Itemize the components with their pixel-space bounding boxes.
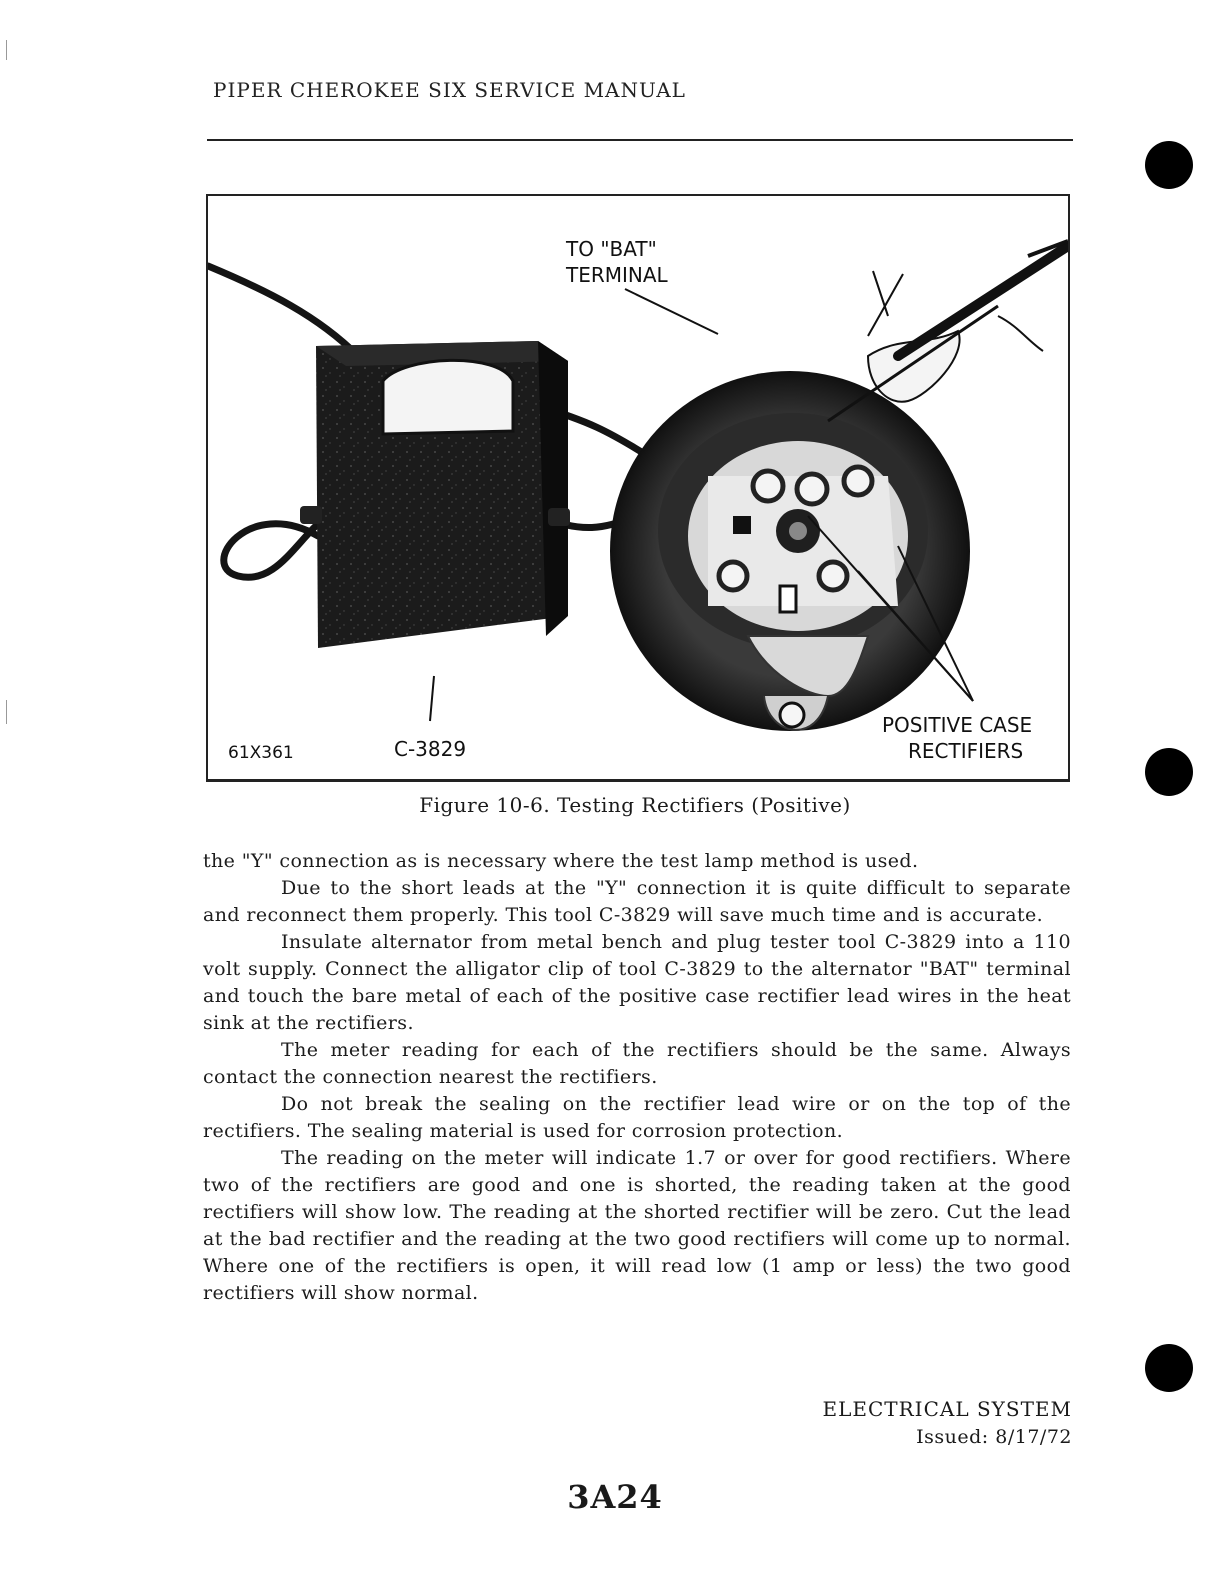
label-photo-id: 61X361	[228, 743, 294, 763]
label-to-bat: TO "BAT"	[566, 237, 657, 261]
paragraph: Due to the short leads at the "Y" connection it is quite difficult to separate and reconnect them properly. This tool C-3829 will save much time and is accurate.	[203, 877, 1071, 926]
paragraph: Insulate alternator from metal bench and plug tester tool C-3829 into a 110 volt supply. Connect the alligator clip of tool C-3829 to the alternator "BAT" terminal and touch the bare metal of each of the positive case rectifier lead wires in the heat sink at the rectifiers.	[203, 931, 1071, 1034]
footer-section-title: ELECTRICAL SYSTEM	[822, 1397, 1072, 1421]
header-rule	[207, 139, 1073, 141]
label-rectifiers: RECTIFIERS	[908, 739, 1024, 763]
binder-punch-hole-middle	[1145, 748, 1193, 796]
tester-box	[300, 341, 570, 648]
binder-punch-hole-top	[1145, 141, 1193, 189]
page-header-title: PIPER CHEROKEE SIX SERVICE MANUAL	[213, 78, 686, 102]
figure-frame	[206, 194, 1070, 782]
figure-caption: Figure 10-6. Testing Rectifiers (Positive)	[419, 793, 851, 817]
page-number: 3A24	[567, 1478, 663, 1516]
alternator	[610, 371, 970, 731]
paragraph: Do not break the sealing on the rectifier lead wire or on the top of the rectifiers. The sealing material is used for corrosion protection.	[203, 1093, 1071, 1142]
paragraph: The reading on the meter will indicate 1.7 or over for good rectifiers. Where two of the rectifiers are good and one is shorted, the reading taken at the good rectifiers will show low. The reading at the shorted rectifier will be zero. Cut the lead at the bad rectifier and the reading at the two good rectifiers will come up to normal. Where one of the rectifiers is open, it will read low (1 amp or less) the two good rectifiers will show normal.	[203, 1147, 1071, 1304]
label-terminal: TERMINAL	[566, 263, 668, 287]
scan-mark-left-2	[6, 700, 7, 724]
label-tool-c3829: C-3829	[394, 737, 467, 761]
body-text	[203, 848, 1071, 1307]
scan-mark-left	[6, 40, 7, 60]
footer-issued-date: Issued: 8/17/72	[916, 1426, 1072, 1448]
binder-punch-hole-bottom	[1145, 1344, 1193, 1392]
label-positive-case: POSITIVE CASE	[882, 713, 1033, 737]
paragraph: The meter reading for each of the rectifiers should be the same. Always contact the connection nearest the rectifiers.	[203, 1039, 1071, 1088]
paragraph: the "Y" connection as is necessary where the test lamp method is used.	[203, 850, 919, 872]
